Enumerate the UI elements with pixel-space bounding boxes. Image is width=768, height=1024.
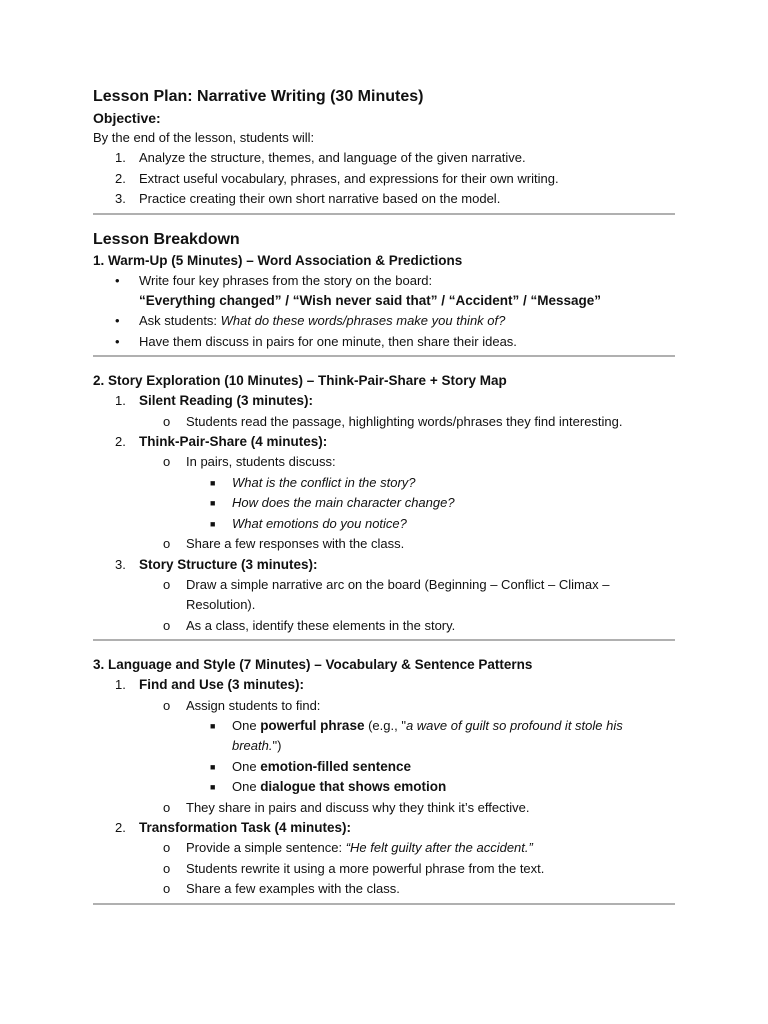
- circle-bullet-icon: o: [163, 860, 171, 876]
- step-title: Think-Pair-Share (4 minutes):: [139, 434, 328, 450]
- circle-bullet-icon: o: [163, 840, 171, 856]
- sub-item: [93, 616, 675, 636]
- list-item: [93, 818, 675, 838]
- sub-item: [93, 575, 675, 595]
- circle-bullet-icon: o: [163, 697, 171, 713]
- objective-item: [93, 189, 675, 209]
- square-bullet-icon: ■: [210, 720, 216, 731]
- sub-item-text: Resolution).: [186, 597, 256, 613]
- exploration-heading: 2. Story Exploration (10 Minutes) – Think-Pair-Share + Story Map: [93, 373, 507, 389]
- task-item: [93, 777, 675, 797]
- sub-item: [93, 452, 675, 472]
- objective-item: [93, 148, 675, 168]
- sub-item-text: Share a few examples with the class.: [186, 881, 400, 897]
- warmup-item-lead: Ask students:: [139, 313, 221, 329]
- sample-sentence: “He felt guilty after the accident.”: [345, 840, 533, 856]
- list-number: 1.: [115, 677, 126, 693]
- exploration-list: [93, 391, 675, 636]
- question-text: What is the conflict in the story?: [232, 474, 416, 490]
- step-title: Silent Reading (3 minutes):: [139, 393, 314, 409]
- sub-item-text: As a class, identify these elements in the story.: [186, 617, 456, 633]
- sub-item-text: Students read the passage, highlighting words/phrases they find interesting.: [186, 413, 623, 429]
- sub-item-text: Draw a simple narrative arc on the board (Beginning – Conflict – Climax –: [186, 576, 610, 592]
- question-text: What emotions do you notice?: [232, 515, 407, 531]
- circle-bullet-icon: o: [163, 576, 171, 592]
- task-example: a wave of guilt so profound it stole his: [405, 717, 623, 733]
- circle-bullet-icon: o: [163, 881, 171, 897]
- list-item: [93, 311, 675, 331]
- list-number: 3.: [115, 191, 126, 207]
- list-number: 2.: [115, 434, 126, 450]
- breakdown-heading: Lesson Breakdown: [93, 230, 240, 248]
- warmup-list: [93, 271, 675, 353]
- section-divider: [93, 903, 675, 905]
- list-item: [93, 675, 675, 695]
- square-bullet-icon: ■: [210, 477, 216, 488]
- lesson-plan-content: [93, 86, 675, 905]
- sub-item: [93, 859, 675, 879]
- question-item: [93, 473, 675, 493]
- sub-item: [93, 412, 675, 432]
- task-item: [93, 757, 675, 777]
- list-number: 3.: [115, 556, 126, 572]
- square-bullet-icon: ■: [210, 761, 216, 772]
- list-number: 2.: [115, 819, 126, 835]
- task-one: One: [232, 717, 261, 733]
- step-title: Transformation Task (4 minutes):: [139, 819, 352, 835]
- square-bullet-icon: ■: [210, 518, 216, 529]
- list-item: [93, 332, 675, 352]
- page-title: Lesson Plan: Narrative Writing (30 Minutes): [93, 88, 424, 105]
- square-bullet-icon: ■: [210, 498, 216, 509]
- task-one: One: [232, 758, 261, 774]
- list-number: 2.: [115, 170, 126, 186]
- objective-item: [93, 169, 675, 189]
- warmup-heading: 1. Warm-Up (5 Minutes) – Word Association & Predictions: [93, 252, 463, 268]
- sub-item-continuation: [93, 595, 675, 615]
- step-title: Find and Use (3 minutes):: [139, 677, 305, 693]
- objective-heading: Objective:: [93, 110, 161, 126]
- task-item-continuation: [93, 736, 675, 756]
- task-example: breath.: [232, 738, 273, 754]
- task-one: One: [232, 779, 261, 795]
- task-item: [93, 716, 675, 736]
- sub-item: [93, 838, 675, 858]
- list-item-continuation: [93, 291, 675, 311]
- bullet-icon: •: [115, 333, 120, 349]
- language-heading: 3. Language and Style (7 Minutes) – Vocabulary & Sentence Patterns: [93, 657, 533, 673]
- circle-bullet-icon: o: [163, 413, 171, 429]
- task-bold: powerful phrase: [260, 717, 365, 733]
- task-mid: (e.g., ": [364, 717, 406, 733]
- list-item: [93, 432, 675, 452]
- sub-item-text: Share a few responses with the class.: [186, 536, 405, 552]
- question-item: [93, 493, 675, 513]
- warmup-item-question: What do these words/phrases make you think of?: [220, 313, 506, 329]
- sub-item-text: Students rewrite it using a more powerful phrase from the text.: [186, 860, 545, 876]
- question-text: How does the main character change?: [232, 495, 455, 511]
- circle-bullet-icon: o: [163, 799, 171, 815]
- question-item: [93, 514, 675, 534]
- objective-item-text: Analyze the structure, themes, and language of the given narrative.: [139, 150, 526, 166]
- sub-item: [93, 879, 675, 899]
- sub-item: [93, 696, 675, 716]
- bullet-icon: •: [115, 272, 120, 288]
- objective-item-text: Practice creating their own short narrative based on the model.: [139, 191, 501, 207]
- list-item: [93, 555, 675, 575]
- language-list: [93, 675, 675, 899]
- step-title: Story Structure (3 minutes):: [139, 556, 318, 572]
- circle-bullet-icon: o: [163, 454, 171, 470]
- list-item: [93, 271, 675, 291]
- sub-item-lead: Provide a simple sentence:: [186, 840, 346, 856]
- objective-intro: By the end of the lesson, students will:: [93, 130, 315, 145]
- bullet-icon: •: [115, 313, 120, 329]
- list-number: 1.: [115, 393, 126, 409]
- square-bullet-icon: ■: [210, 782, 216, 793]
- sub-item-text: Assign students to find:: [186, 697, 321, 713]
- list-number: 1.: [115, 150, 126, 166]
- warmup-item-text: Have them discuss in pairs for one minute, then share their ideas.: [139, 333, 517, 349]
- sub-item: [93, 534, 675, 554]
- objective-item-text: Extract useful vocabulary, phrases, and expressions for their own writing.: [139, 170, 559, 186]
- circle-bullet-icon: o: [163, 536, 171, 552]
- task-bold: emotion-filled sentence: [260, 758, 411, 774]
- sub-item: [93, 798, 675, 818]
- task-bold: dialogue that shows emotion: [260, 779, 447, 795]
- circle-bullet-icon: o: [163, 617, 171, 633]
- sub-item-text: In pairs, students discuss:: [186, 454, 336, 470]
- key-phrases: “Everything changed” / “Wish never said that” / “Accident” / “Message”: [139, 293, 601, 309]
- warmup-item-text: Write four key phrases from the story on the board:: [139, 272, 433, 288]
- objective-list: [93, 148, 675, 209]
- list-item: [93, 391, 675, 411]
- sub-item-text: They share in pairs and discuss why they think it’s effective.: [186, 799, 530, 815]
- task-end: "): [272, 738, 282, 754]
